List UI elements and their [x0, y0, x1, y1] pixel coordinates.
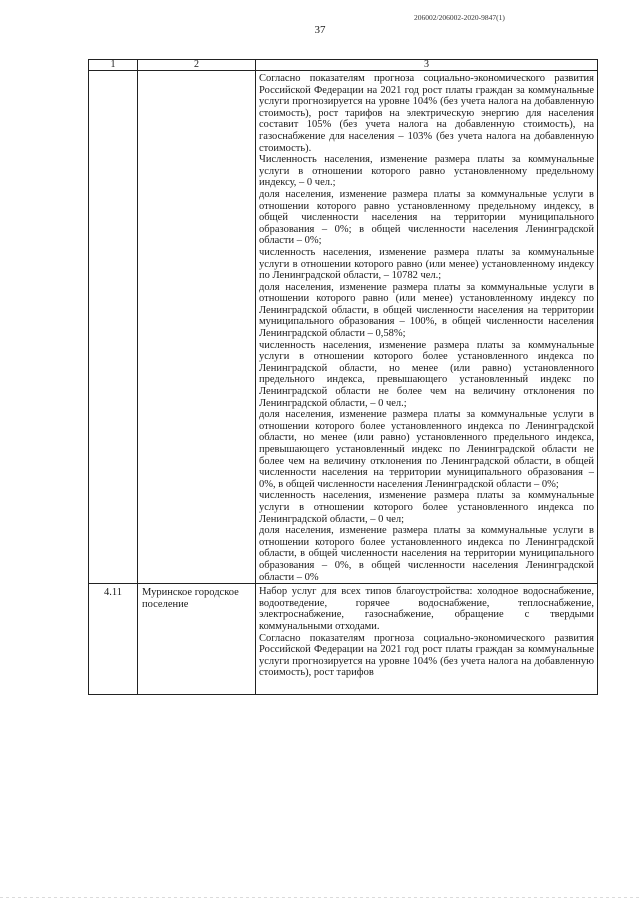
paragraph: Численность населения, изменение размера платы за коммунальные услуги в отношении которого равно установленному предельному индексу, – 0 чел.;: [259, 154, 594, 189]
scan-edge-dots: [0, 897, 640, 899]
paragraph: Согласно показателям прогноза социально-экономического развития Российской Федерации на 2021 год рост платы граждан за коммунальные услуги прогнозируется на уровне 104% (без учета налога на добавленную стоимость), рост тарифов на электрическую энергию для населения составит 105% (без учета налога на добавленную стоимость), на газоснабжение для населения – 103% (без учета налога на добавленную стоимость).: [259, 73, 594, 154]
column-header-2: 2: [138, 60, 256, 71]
table-row: [89, 584, 598, 695]
row-content-cell: [256, 584, 598, 695]
row-content-cell: [256, 71, 598, 584]
paragraph: Согласно показателям прогноза социально-экономического развития Российской Федерации на 2021 год рост платы граждан за коммунальные услуги прогнозируется на уровне 104% (без учета налога на добавленную стоимость), рост тарифов: [259, 632, 594, 679]
document-table: [88, 59, 598, 695]
paragraph: Набор услуг для всех типов благоустройства: холодное водоснабжение, водоотведение, горячее водоснабжение, теплоснабжение, электроснабжение, газоснабжение, обращение с твердыми коммунальными отходами.: [259, 586, 594, 632]
document-id: 206002/206002-2020-9847(1): [414, 13, 505, 22]
paragraph: доля населения, изменение размера платы за коммунальные услуги в отношении которого более установленного индекса по Ленинградской области, в общей численности населения на территории муниципального образования – 0%, в общей численности населения Ленинградской области – 0%: [259, 525, 594, 583]
row-name-cell: [138, 71, 256, 584]
table-row: [89, 71, 598, 584]
paragraph: численность населения, изменение размера платы за коммунальные услуги в отношении которого равно (или менее) установленному индексу по Ленинградской области, – 10782 чел.;: [259, 246, 594, 282]
paragraph: доля населения, изменение размера платы за коммунальные услуги в отношении которого равно (или менее) установленному индексу по Ленинградской области, в общей численности населения на территории муниципального образования – 100%, в общей численности населения Ленинградской области – 0,58%;: [259, 281, 594, 340]
column-header-1: 1: [89, 60, 138, 71]
row-number-cell: 4.11: [89, 584, 138, 695]
column-header-3: 3: [256, 60, 598, 71]
paragraph: доля населения, изменение размера платы за коммунальные услуги в отношении которого более установленного индекса по Ленинградской области, но менее (или равно) установленного предельного индекса, превышающего установленный индекс по Ленинградской области не более чем на величину отклонения по Ленинградской области, в общей численности населения на территории муниципального образования – 0%, в общей численности населения Ленинградской области – 0%;: [259, 409, 594, 490]
row-number-cell: [89, 71, 138, 584]
paragraph: численность населения, изменение размера платы за коммунальные услуги в отношении которого более установленного индекса по Ленинградской области, – 0 чел;: [259, 490, 594, 525]
paragraph: численность населения, изменение размера платы за коммунальные услуги в отношении которого более установленного индекса по Ленинградской области, но менее (или равно) установленного предельного индекса, превышающего установленный индекс по Ленинградской области не более чем на величину отклонения по Ленинградской области, – 0 чел.;: [259, 339, 594, 409]
page-number: 37: [314, 24, 326, 36]
table-header-row: [89, 60, 598, 71]
paragraph: доля населения, изменение размера платы за коммунальные услуги в отношении которого равно установленному предельному индексу, в общей численности населения на территории муниципального образования – 0%; в общей численности населения Ленинградской области – 0%;: [259, 188, 594, 247]
row-name-cell: Муринское городское поселение: [138, 584, 256, 695]
